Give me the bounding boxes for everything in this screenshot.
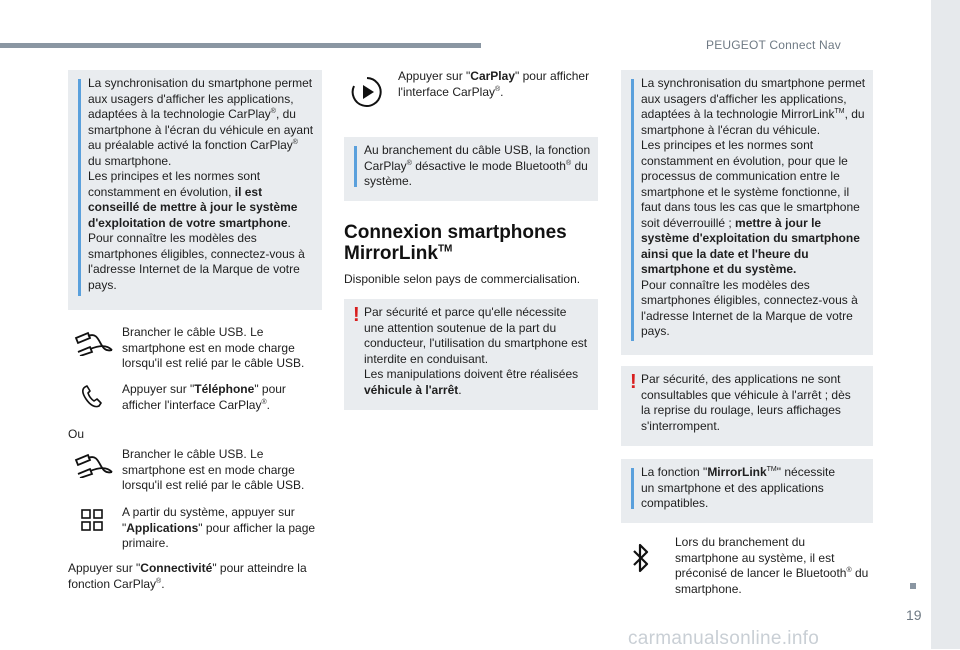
info-icon xyxy=(78,79,81,296)
warning-icon: ! xyxy=(353,304,360,326)
availability-note: Disponible selon pays de commercialisation. xyxy=(344,272,581,286)
watermark: carmanualsonline.info xyxy=(628,628,820,649)
step-press-connectivite: Appuyer sur "Connectivité" pour atteindre la fonction CarPlay®. xyxy=(68,561,307,591)
step-press-applications: A partir du système, appuyer sur "Applications" pour afficher la page primaire. xyxy=(122,505,316,550)
step-press-telephone: Appuyer sur "Téléphone" pour afficher l'interface CarPlay®. xyxy=(122,382,286,412)
usb-cable-icon xyxy=(72,452,116,478)
info-box-carplay-sync: La synchronisation du smartphone permet aux usagers d'afficher les applications, adaptées à la technologie CarPlay®, du smartphone à l'écran du véhicule en ayant au préalable activé la fonction CarPlay® du smartphone. Les principes et les normes sont constamment en évolution, il est conseillé de mettre à jour le système d'exploitation de votre smartphone. Pour connaître les modèles des smartphones éligibles, connectez-vous à l'adresse Internet de la Marque de votre pays. xyxy=(68,70,322,310)
step-connect-usb: Brancher le câble USB. Le smartphone est en mode charge lorsqu'il est relié par le câble USB. xyxy=(122,325,305,370)
info-box-mirrorlink-requirements: La fonction "MirrorLink™" nécessite un smartphone et des applications compatibles. xyxy=(621,459,873,523)
header-rule xyxy=(0,43,481,48)
phone-icon xyxy=(80,385,104,409)
usb-cable-icon xyxy=(72,330,116,356)
step-bluetooth-launch: Lors du branchement du smartphone au système, il est préconisé de lancer le Bluetooth® du smartphone. xyxy=(675,535,869,596)
carplay-play-icon xyxy=(350,75,384,109)
bluetooth-icon xyxy=(631,542,651,574)
section-end-mark xyxy=(910,583,916,589)
warning-box-driving: ! Par sécurité et parce qu'elle nécessite une attention soutenue de la part du conducteur, l'utilisation du smartphone est interdite en conduisant. Les manipulations doivent être réalisées véhicule à l'arrêt. xyxy=(344,299,598,410)
applications-grid-icon xyxy=(81,509,103,531)
info-icon xyxy=(354,146,357,187)
info-box-mirrorlink-sync: La synchronisation du smartphone permet aux usagers d'afficher les applications, adaptées à la technologie MirrorLink™, du smartphone à l'écran du véhicule. Les principes et les normes sont constamment en évolution, pour que le processus de communication entre le smartphone et le système fonctionne, il faut dans tous les cas que le smartphone soit déverrouillé ; mettre à jour le système d'exploitation du smartphone ainsi que la date et l'heure du smartphone et du système. Pour connaître les modèles des smartphones éligibles, connectez-vous à l'adresse Internet de la Marque de votre pays. xyxy=(621,70,873,355)
brand-title: PEUGEOT Connect Nav xyxy=(706,38,841,52)
page-number: 19 xyxy=(906,607,922,623)
section-heading-mirrorlink: Connexion smartphones MirrorLink™ xyxy=(344,222,567,264)
warning-box-apps-stopped: ! Par sécurité, des applications ne sont consultables que véhicule à l'arrêt ; dès la reprise du roulage, leurs affichages s'interrompent. xyxy=(621,366,873,446)
warning-icon: ! xyxy=(630,371,637,393)
info-box-usb-bluetooth: Au branchement du câble USB, la fonction CarPlay® désactive le mode Bluetooth® du système. xyxy=(344,137,598,201)
info-icon xyxy=(631,468,634,509)
step-press-carplay: Appuyer sur "CarPlay" pour afficher l'interface CarPlay®. xyxy=(398,69,590,99)
step-connect-usb-alt: Brancher le câble USB. Le smartphone est en mode charge lorsqu'il est relié par le câble USB. xyxy=(122,447,305,492)
or-label: Ou xyxy=(68,427,85,441)
side-strip xyxy=(931,0,960,649)
info-icon xyxy=(631,79,634,341)
